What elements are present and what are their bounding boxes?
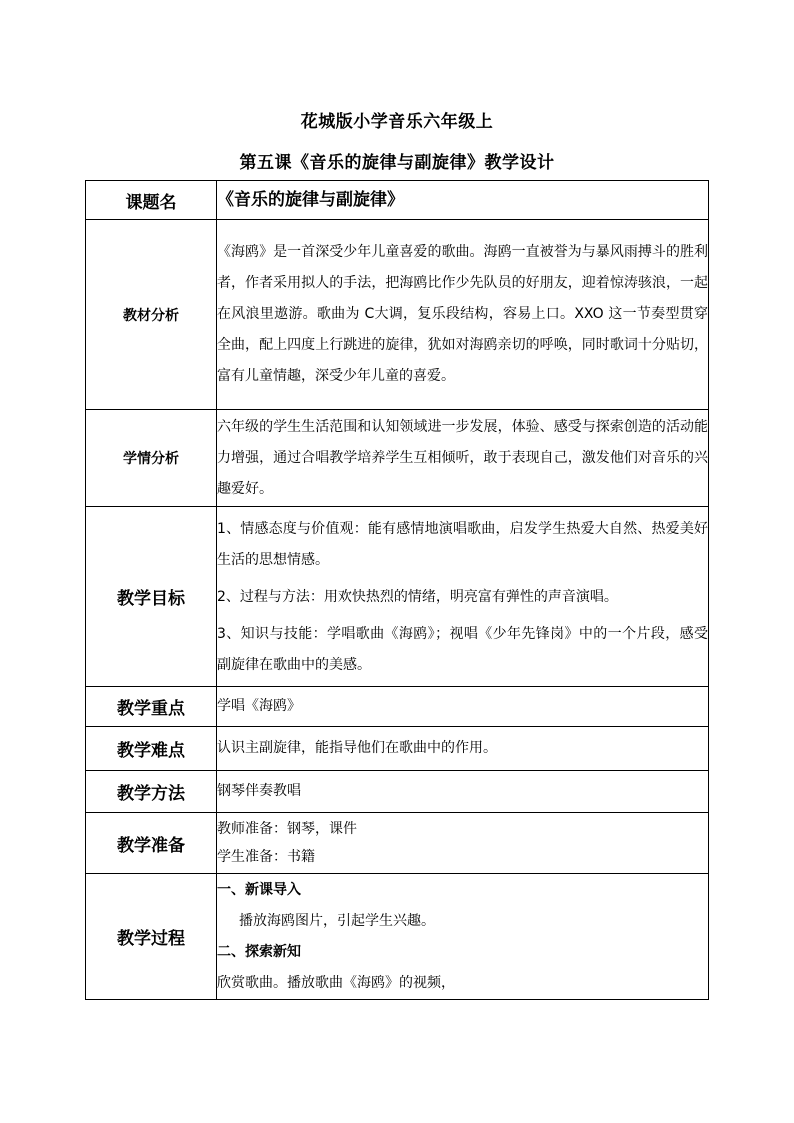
difficulty-text: 认识主副旋律，能指导他们在歌曲中的作用。 bbox=[217, 727, 709, 771]
table-row-preparation bbox=[86, 813, 709, 874]
table-row-method bbox=[86, 771, 709, 813]
table-row-process bbox=[86, 874, 709, 1000]
table-row-goals bbox=[86, 507, 709, 687]
method-label: 教学方法 bbox=[86, 771, 217, 813]
key-point-label: 教学重点 bbox=[86, 687, 217, 727]
process-section-heading: 二、探索新知 bbox=[217, 943, 301, 960]
material-analysis-label: 教材分析 bbox=[86, 220, 217, 410]
student-analysis-label: 学情分析 bbox=[86, 410, 217, 507]
material-analysis-text: 《海鸥》是一首深受少年儿童喜爱的歌曲。海鸥一直被誉为与暴风雨搏斗的胜利者，作者采用拟人的手法，把海鸥比作少先队员的好朋友，迎着惊涛骇浪，一起在风浪里遨游。歌曲为 C大调，复乐段结构，容易上口。XXO 这一节奏型贯穿全曲，配上四度上行跳进的旋律，犹如对海鸥亲切的呼唤，同时歌词十分贴切，富有儿童情趣，深受少年儿童的喜爱。 bbox=[217, 244, 708, 384]
goal-item: 1、情感态度与价值观：能有感情地演唱歌曲，启发学生热爱大自然、热爱美好生活的思想情感。 bbox=[217, 521, 708, 568]
topic-value: 《音乐的旋律与副旋律》 bbox=[217, 181, 709, 220]
table-row-students bbox=[86, 410, 709, 507]
key-point-text: 学唱《海鸥》 bbox=[217, 687, 709, 727]
lesson-title: 第五课《音乐的旋律与副旋律》教学设计 bbox=[239, 153, 555, 173]
goal-item: 2、过程与方法：用欢快热烈的情绪，明亮富有弹性的声音演唱。 bbox=[217, 589, 618, 605]
process-label: 教学过程 bbox=[86, 874, 217, 1000]
method-text: 钢琴伴奏教唱 bbox=[217, 771, 709, 813]
goal-item: 3、知识与技能：学唱歌曲《海鸥》；视唱《少年先锋岗》中的一个片段，感受副旋律在歌曲中的美感。 bbox=[217, 626, 708, 673]
preparation-label: 教学准备 bbox=[86, 813, 217, 874]
teacher-preparation: 教师准备：钢琴，课件 bbox=[217, 821, 357, 837]
table-row-material bbox=[86, 220, 709, 410]
student-preparation: 学生准备：书籍 bbox=[217, 849, 315, 865]
difficulty-label: 教学难点 bbox=[86, 727, 217, 771]
process-section-heading: 一、新课导入 bbox=[217, 881, 301, 898]
topic-label: 课题名 bbox=[86, 181, 217, 220]
process-section-text: 欣赏歌曲。播放歌曲《海鸥》的视频， bbox=[217, 974, 455, 991]
table-row-topic bbox=[86, 181, 709, 220]
document-title: 花城版小学音乐六年级上 bbox=[300, 112, 494, 132]
student-analysis-text: 六年级的学生生活范围和认知领域进一步发展，体验、感受与探索创造的活动能力增强，通过合唱教学培养学生互相倾听，敢于表现自己，激发他们对音乐的兴趣爱好。 bbox=[217, 418, 708, 497]
table-row-key-point bbox=[86, 687, 709, 727]
teaching-goals-label: 教学目标 bbox=[86, 507, 217, 687]
table-row-difficulty bbox=[86, 727, 709, 771]
process-section-text: 播放海鸥图片，引起学生兴趣。 bbox=[239, 912, 435, 929]
lesson-plan-table bbox=[85, 180, 709, 1000]
